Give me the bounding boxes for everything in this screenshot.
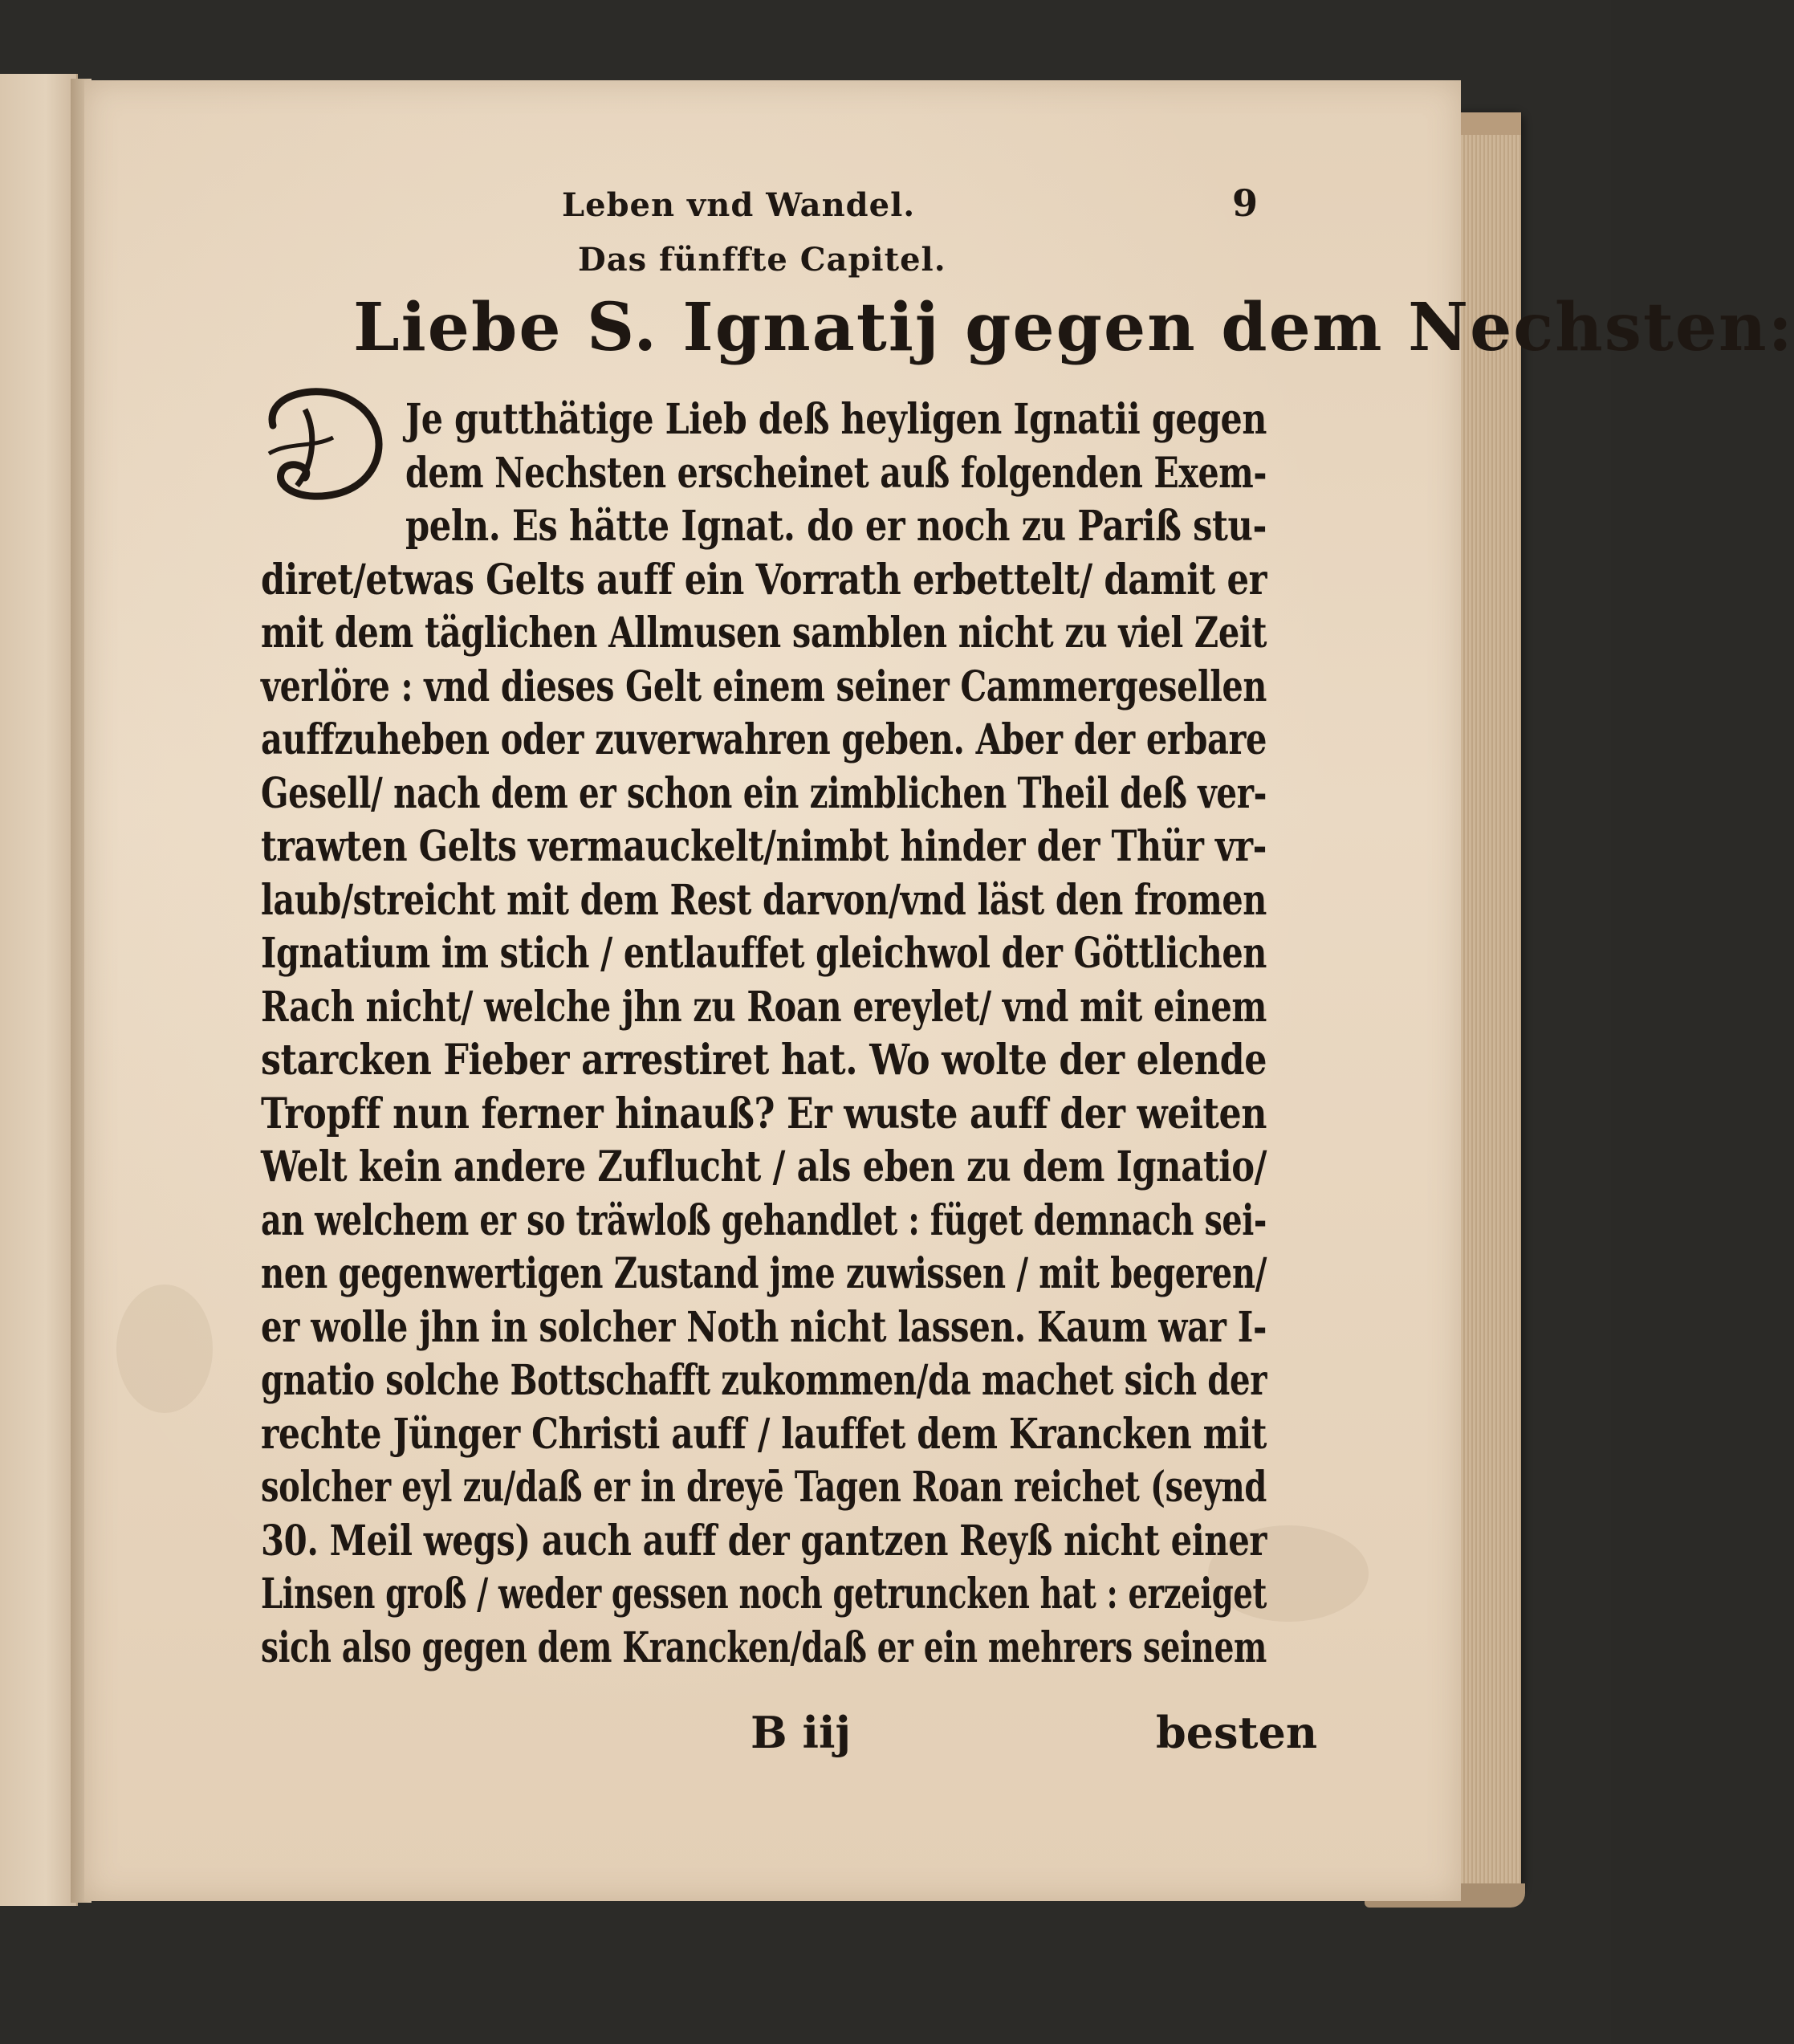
text-line: trawten Gelts vermauckelt/nimbt hinder der Thür vr- — [261, 822, 1267, 871]
text-line: dem Nechsten erscheinet auß folgenden Exem- — [405, 448, 1267, 498]
text-line: 30. Meil wegs) auch auff der gantzen Reyß nicht einer — [261, 1516, 1267, 1566]
text-line: er wolle jhn in solcher Noth nicht lassen. Kaum war I- — [261, 1302, 1267, 1352]
text-line: gnatio solche Bottschafft zukommen/da machet sich der — [261, 1356, 1267, 1405]
text-line: Tropff nun ferner hinauß? Er wuste auff der weiten — [261, 1089, 1267, 1138]
text-line: an welchem er so träwloß gehandlet : füget demnach sei- — [261, 1195, 1267, 1245]
text-line: Welt kein andere Zuflucht / als eben zu dem Ignatio/ — [261, 1142, 1267, 1191]
chapter-title: Das fünffte Capitel. — [578, 241, 946, 279]
text-line: Ignatium im stich / entlauffet gleichwol der Göttlichen — [261, 929, 1267, 978]
left-page-edge — [0, 74, 78, 1906]
text-line: laub/streicht mit dem Rest darvon/vnd läst den fromen — [261, 875, 1267, 925]
text-line: peln. Es hätte Ignat. do er noch zu Pariß stu- — [405, 502, 1267, 551]
text-line: Linsen groß / weder gessen noch getruncken hat : erzeiget — [261, 1570, 1267, 1619]
signature-mark: B iij — [751, 1707, 852, 1758]
text-line: Je gutthätige Lieb deß heyligen Ignatii gegen — [405, 395, 1267, 444]
text-line: rechte Jünger Christi auff / lauffet dem Krancken mit — [261, 1409, 1267, 1459]
section-heading: Liebe S. Ignatij gegen dem Nechsten: — [353, 289, 1794, 366]
catchword: besten — [1156, 1707, 1318, 1758]
text-line: solcher eyl zu/daß er in dreyē Tagen Roan reichet (seynd — [261, 1463, 1267, 1512]
text-line: Gesell/ nach dem er schon ein zimblichen Theil deß ver- — [261, 768, 1267, 818]
text-line: verlöre : vnd dieses Gelt einem seiner Cammergesellen — [261, 662, 1267, 711]
text-line: Rach nicht/ welche jhn zu Roan ereylet/ vnd mit einem — [261, 982, 1267, 1032]
text-line: starcken Fieber arrestiret hat. Wo wolte der elende — [261, 1036, 1267, 1085]
text-line: diret/etwas Gelts auff ein Vorrath erbettelt/ damit er — [261, 555, 1267, 605]
page-number: 9 — [1232, 181, 1259, 225]
text-line: mit dem täglichen Allmusen samblen nicht zu viel Zeit — [261, 609, 1267, 658]
text-line: sich also gegen dem Krancken/daß er ein mehrers seinem — [261, 1623, 1267, 1672]
text-line: nen gegenwertigen Zustand jme zuwissen / mit begeren/ — [261, 1249, 1267, 1298]
paper-stain — [116, 1285, 213, 1413]
running-head: Leben vnd Wandel. — [562, 186, 916, 224]
text-line: auffzuheben oder zuverwahren geben. Aber der erbare — [261, 715, 1267, 764]
